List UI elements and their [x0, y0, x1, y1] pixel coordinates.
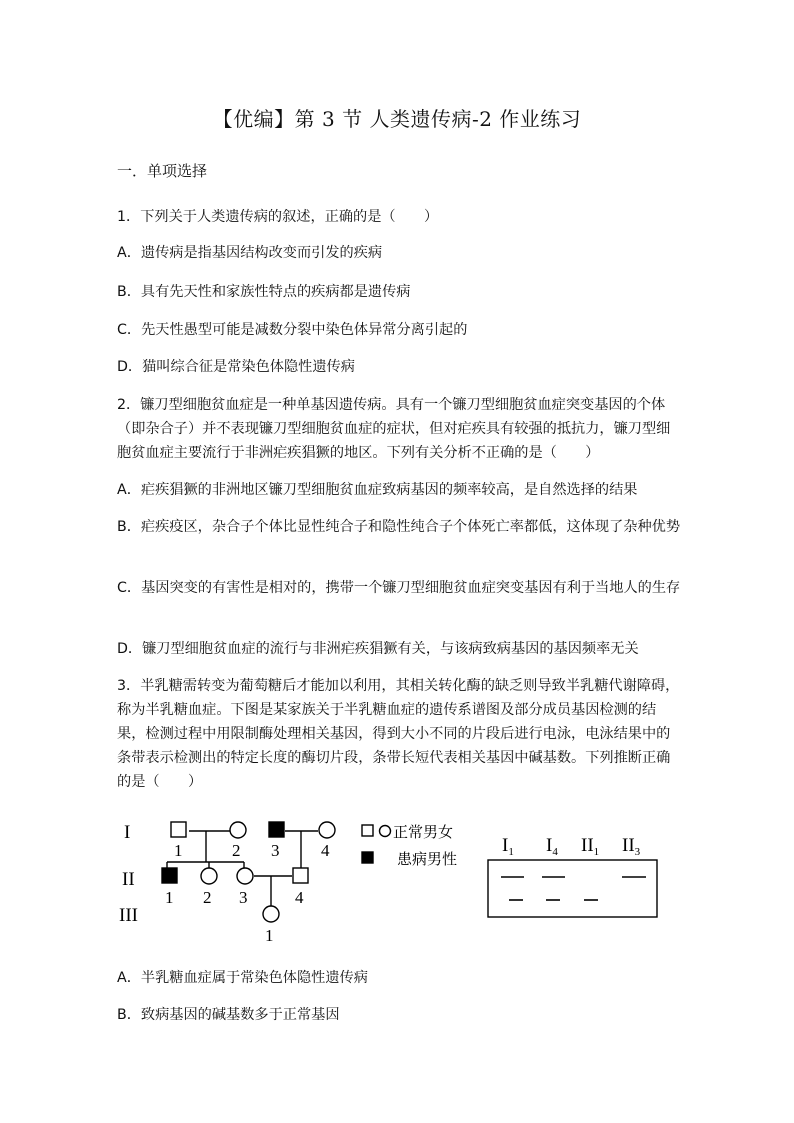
generation-label-ii: II: [122, 869, 135, 890]
question-1-option-b: B．具有先天性和家族性特点的疾病都是遗传病: [117, 284, 411, 300]
section-heading: 一．单项选择: [117, 162, 208, 180]
question-1-option-a: A．遗传病是指基因结构改变而引发的疾病: [117, 245, 383, 261]
question-3-stem: 3．半乳糖需转变为葡萄糖后才能加以利用，其相关转化酶的缺乏则导致半乳糖代谢障碍，称为半乳糖血症。下图是某家族关于半乳糖血症的遗传系谱图及部分成员基因检测的结果，检测过程中用限制酶处理相关基因，得到大小不同的片段后进行电泳，电泳结果中的条带表示检测出的特定长度的酶切片段，条带长短代表相关基因中碱基数。下列推断正确的是（ ）: [117, 678, 680, 790]
legend-affected-label: 患病男性: [397, 852, 458, 868]
question-1-option-c: C．先天性愚型可能是减数分裂中染色体异常分离引起的: [117, 322, 468, 338]
question-3-option-a: A．半乳糖血症属于常染色体隐性遗传病: [117, 970, 368, 986]
individual-number: 4: [321, 841, 330, 860]
gel-lane-label: $I_1$: [502, 835, 514, 858]
individual-number: 1: [165, 888, 174, 907]
individual-number: 3: [271, 841, 280, 860]
question-2-option-c: C．基因突变的有害性是相对的，携带一个镰刀型细胞贫血症突变基因有利于当地人的生存: [117, 580, 681, 596]
question-3-option-b: B．致病基因的碱基数多于正常基因: [117, 1007, 340, 1023]
individual-number: 2: [232, 841, 241, 860]
individual-number: 1: [174, 841, 183, 860]
generation-label-i: I: [124, 822, 131, 843]
question-2-option-a: A．疟疾猖獗的非洲地区镰刀型细胞贫血症致病基因的频率较高，是自然选择的结果: [117, 482, 638, 498]
individual-number: 4: [295, 888, 304, 907]
pedigree-figure: [110, 808, 680, 953]
gel-lane-label: $II_3$: [622, 835, 641, 858]
question-1-option-d: D．猫叫综合征是常染色体隐性遗传病: [117, 359, 355, 375]
gel-frame: [488, 860, 657, 917]
question-2-stem: 2．镰刀型细胞贫血症是一种单基因遗传病。具有一个镰刀型细胞贫血症突变基因的个体（即杂合子）并不表现镰刀型细胞贫血症的症状，但对疟疾具有较强的抵抗力，镰刀型细胞贫血症主要流行于非洲疟疾猖獗的地区。下列有关分析不正确的是（ ）: [117, 397, 671, 461]
gel-lane-label: $II_1$: [581, 835, 600, 858]
gel-lane-labels: [502, 835, 641, 858]
question-2-option-b: B．疟疾疫区，杂合子个体比显性纯合子和隐性纯合子个体死亡率都低，这体现了杂种优势: [117, 519, 681, 535]
individual-number: 1: [265, 926, 274, 945]
individual-number: 2: [203, 888, 212, 907]
page-title: 【优编】第 3 节 人类遗传病-2 作业练习: [212, 107, 582, 131]
generation-label-iii: III: [119, 905, 138, 926]
question-2-option-d: D．镰刀型细胞贫血症的流行与非洲疟疾猖獗有关，与该病致病基因的基因频率无关: [117, 641, 639, 657]
question-1-stem: 1．下列关于人类遗传病的叙述，正确的是（ ）: [117, 209, 439, 225]
gel-lane-label: $I_4$: [546, 835, 558, 858]
legend-normal-label: 正常男女: [393, 825, 454, 841]
individual-number: 3: [239, 888, 248, 907]
